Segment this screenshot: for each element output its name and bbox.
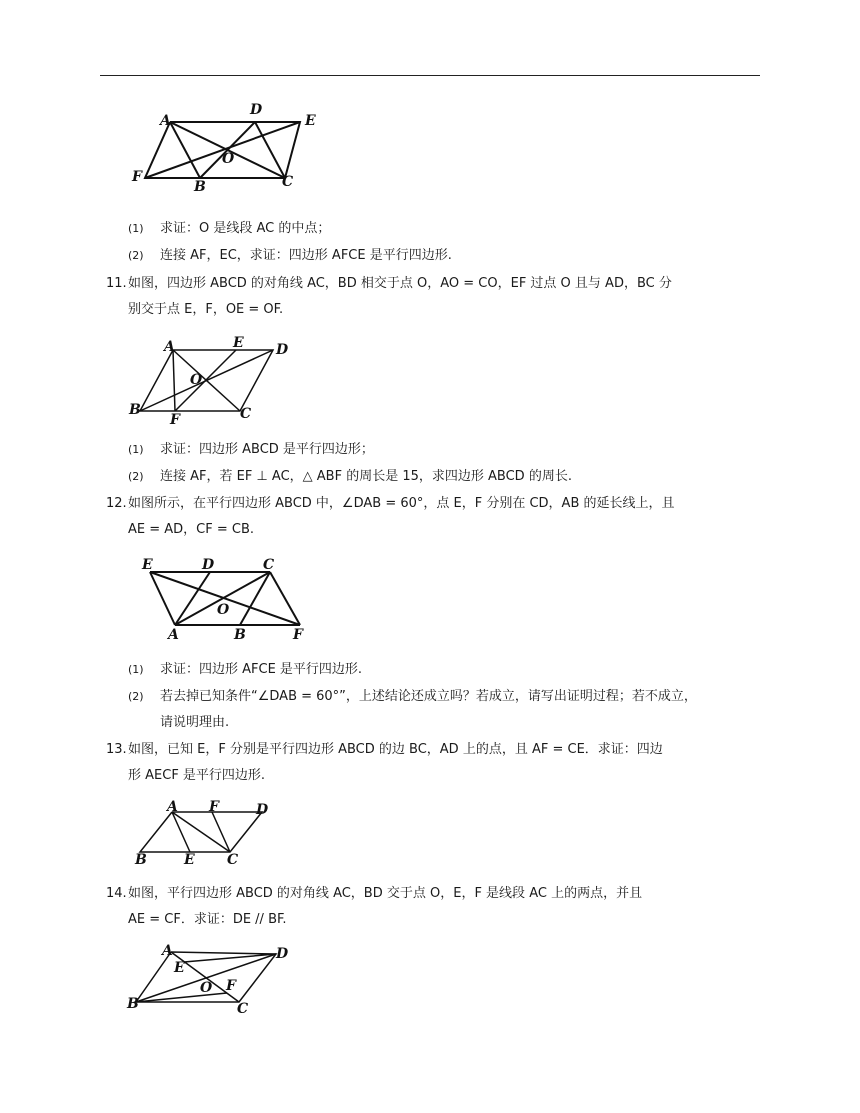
q12-line1 (106, 494, 675, 514)
fig-label-d: D (250, 102, 263, 118)
fig-label-a: A (167, 800, 178, 815)
header-rule (100, 75, 760, 76)
figure-q13 (130, 800, 280, 870)
q12-sub2-text: 若去掉已知条件“∠DAB = 60°”，上述结论还成立吗？若成立，请写出证明过程；若不成立， (160, 689, 697, 704)
fig-label-e: E (233, 335, 244, 351)
figure-q11 (128, 334, 288, 426)
q10-sub1 (128, 219, 330, 239)
q10-sub1-text: 求证：O 是线段 AC 的中点； (160, 221, 331, 236)
q11-text1: 如图，四边形 ABCD 的对角线 AC，BD 相交于点 O，AO = CO，EF 过点 O 且与 AD，BC 分 (128, 276, 672, 291)
fig-label-a: A (162, 943, 173, 959)
fig-label-c: C (282, 174, 294, 190)
q10-sub2-text: 连接 AF，EC，求证：四边形 AFCE 是平行四边形. (160, 248, 452, 263)
fig-label-d: D (276, 342, 288, 358)
fig-label-b: B (127, 996, 139, 1012)
q12-sub1-text: 求证：四边形 AFCE 是平行四边形. (160, 662, 363, 677)
fig-label-b: B (129, 402, 141, 418)
q11-num: 11. (106, 276, 127, 291)
fig-label-e: E (174, 960, 185, 976)
fig-label-b: B (194, 179, 206, 193)
fig-label-e: E (184, 852, 195, 868)
q12-sub2 (128, 687, 697, 707)
fig-label-a: A (164, 339, 175, 355)
q11-sub2-text: 连接 AF，若 EF ⊥ AC，△ ABF 的周长是 15，求四边形 ABCD 的周长. (160, 469, 572, 484)
figure-q14 (126, 942, 296, 1014)
q12-text1: 如图所示，在平行四边形 ABCD 中，∠DAB = 60°，点 E，F 分别在 CD，AB 的延长线上，且 (128, 496, 675, 511)
q12-sub2-cont: 请说明理由. (160, 715, 230, 730)
q13-text1: 如图，已知 E，F 分别是平行四边形 ABCD 的边 BC，AD 上的点，且 AF = CE．求证：四边 (128, 742, 663, 757)
q12-sub2-num: (2) (128, 690, 144, 703)
fig-label-c: C (237, 1001, 249, 1014)
fig-label-o: O (217, 602, 230, 618)
fig-label-f: F (226, 978, 236, 994)
fig-label-b: B (234, 627, 246, 643)
q13-line1 (106, 740, 663, 760)
fig-label-a: A (160, 113, 171, 129)
q11-sub2 (128, 467, 572, 487)
fig-label-a: A (168, 627, 179, 643)
q11-sub1 (128, 440, 374, 460)
q11-sub1-text: 求证：四边形 ABCD 是平行四边形； (160, 442, 374, 457)
fig-label-c: C (240, 406, 252, 422)
q13-line2: 形 AECF 是平行四边形. (128, 768, 266, 783)
q12-sub1 (128, 660, 362, 680)
fig-label-d: D (276, 946, 289, 962)
q13-num: 13. (106, 742, 127, 757)
fig-label-c: C (227, 852, 239, 868)
q12-line2: AE = AD，CF = CB. (128, 522, 255, 537)
fig-label-f: F (132, 169, 142, 185)
fig-label-f: F (293, 627, 303, 643)
fig-label-b: B (135, 852, 147, 868)
q12-num: 12. (106, 496, 127, 511)
fig-label-f: F (170, 412, 180, 426)
q14-line1 (106, 884, 642, 904)
figure-q10 (130, 98, 330, 193)
fig-label-c: C (263, 557, 275, 573)
fig-label-d: D (256, 802, 269, 818)
q11-sub2-num: (2) (128, 470, 144, 483)
q10-sub2 (128, 246, 452, 266)
figure-q12 (130, 553, 320, 643)
q12-sub1-num: (1) (128, 663, 144, 676)
q14-num: 14. (106, 886, 127, 901)
fig-label-o: O (200, 980, 213, 996)
q10-sub2-num: (2) (128, 249, 144, 262)
q11-line2: 别交于点 E，F，OE = OF. (128, 302, 284, 317)
q14-line2: AE = CF．求证：DE // BF. (128, 912, 287, 927)
q11-line1 (106, 274, 672, 294)
fig-label-e: E (142, 557, 153, 573)
fig-label-o: O (190, 372, 203, 388)
fig-label-f: F (209, 800, 219, 815)
fig-label-e: E (305, 113, 316, 129)
fig-label-o: O (222, 151, 235, 167)
q11-sub1-num: (1) (128, 443, 144, 456)
q14-text1: 如图，平行四边形 ABCD 的对角线 AC，BD 交于点 O，E，F 是线段 AC 上的两点，并且 (128, 886, 643, 901)
fig-label-d: D (202, 557, 215, 573)
q10-sub1-num: (1) (128, 222, 144, 235)
